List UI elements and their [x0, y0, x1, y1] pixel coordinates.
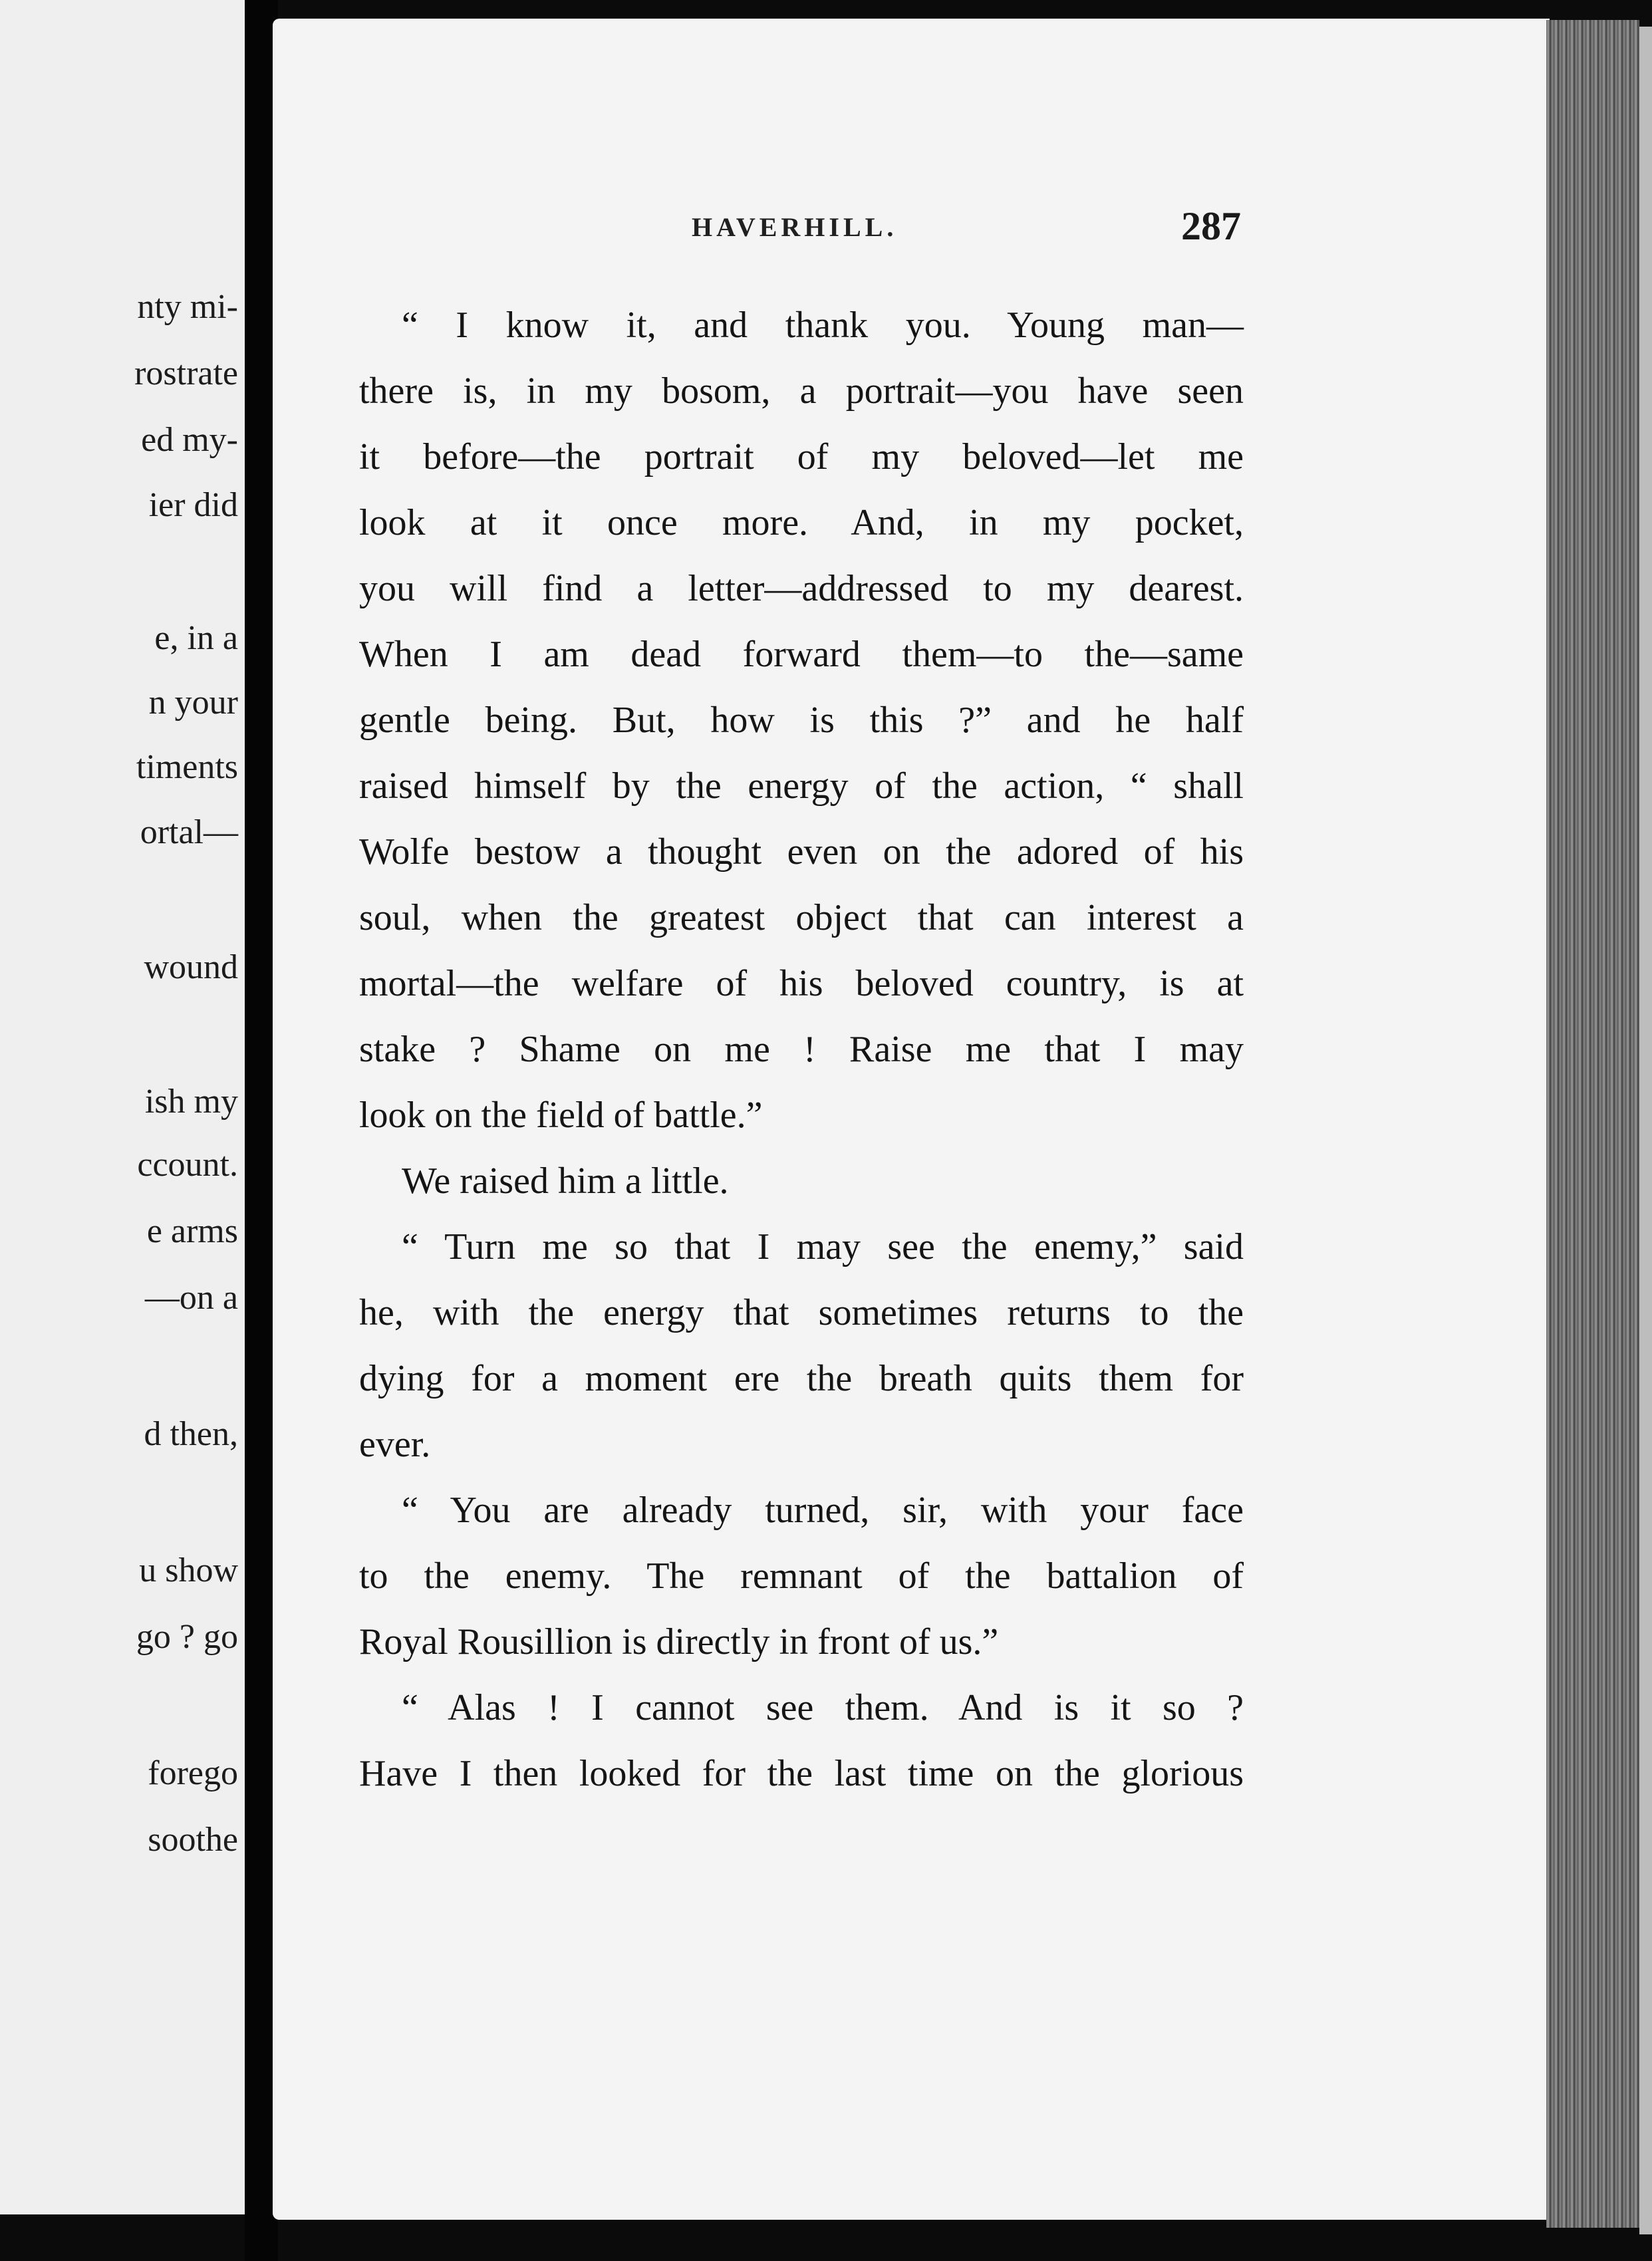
- left-page-line: ed my-: [141, 421, 238, 459]
- text-line: ever.: [359, 1424, 431, 1465]
- text-line: stake ? Shame on me ! Raise me that I may: [359, 1029, 1244, 1070]
- body-text: [359, 293, 1244, 1807]
- text-line: “ Turn me so that I may see the enemy,” said: [402, 1226, 1244, 1267]
- left-page-line: ccount.: [137, 1146, 238, 1184]
- text-line: to the enemy. The remnant of the battalion of: [359, 1555, 1244, 1597]
- left-page-line: d then,: [144, 1415, 238, 1453]
- left-page-line: n your: [148, 684, 238, 722]
- left-page-line: go ? go: [136, 1618, 238, 1656]
- text-line: raised himself by the energy of the action, “ shall: [359, 765, 1244, 807]
- text-line: there is, in my bosom, a portrait—you have seen: [359, 370, 1244, 412]
- text-line: mortal—the welfare of his beloved country, is at: [359, 963, 1244, 1004]
- left-page-line: ier did: [148, 486, 238, 524]
- left-page-line: —on a: [144, 1279, 238, 1317]
- left-page-line: soothe: [148, 1821, 238, 1859]
- left-page-line: u show: [139, 1551, 238, 1589]
- left-facing-page: [0, 0, 249, 2214]
- text-line: it before—the portrait of my beloved—let me: [359, 436, 1244, 477]
- text-line: soul, when the greatest object that can interest a: [359, 897, 1244, 938]
- text-line: “ I know it, and thank you. Young man—: [402, 305, 1244, 346]
- text-line: Royal Rousillion is directly in front of us.”: [359, 1621, 999, 1662]
- left-page-line: wound: [144, 948, 238, 986]
- text-line: “ You are already turned, sir, with your face: [402, 1490, 1244, 1531]
- page-number: 287: [1181, 204, 1241, 248]
- left-page-line: ish my: [144, 1083, 238, 1121]
- left-page-line: ortal—: [140, 813, 238, 851]
- text-line: you will find a letter—addressed to my dearest.: [359, 568, 1244, 609]
- left-page-line: e, in a: [154, 619, 238, 657]
- book-fore-edge: [1546, 20, 1639, 2228]
- text-line: look on the field of battle.”: [359, 1095, 763, 1136]
- left-page-line: nty mi-: [137, 288, 238, 326]
- text-line: We raised him a little.: [402, 1160, 729, 1202]
- text-line: gentle being. But, how is this ?” and he half: [359, 700, 1244, 741]
- book-edge-shadow: [1639, 27, 1652, 2234]
- text-line: When I am dead forward them—to the—same: [359, 634, 1244, 675]
- text-line: he, with the energy that sometimes returns to the: [359, 1292, 1244, 1333]
- text-line: dying for a moment ere the breath quits them for: [359, 1358, 1244, 1399]
- left-page-line: rostrate: [134, 354, 238, 392]
- left-page-line: timents: [136, 748, 238, 786]
- text-line: Wolfe bestow a thought even on the adored of his: [359, 831, 1244, 872]
- running-title: HAVERHILL.: [692, 212, 898, 242]
- text-line: “ Alas ! I cannot see them. And is it so ?: [402, 1687, 1244, 1728]
- left-page-line: e arms: [146, 1212, 238, 1250]
- left-page-line: forego: [148, 1754, 238, 1792]
- text-line: look at it once more. And, in my pocket,: [359, 502, 1244, 543]
- text-line: Have I then looked for the last time on the glorious: [359, 1753, 1244, 1794]
